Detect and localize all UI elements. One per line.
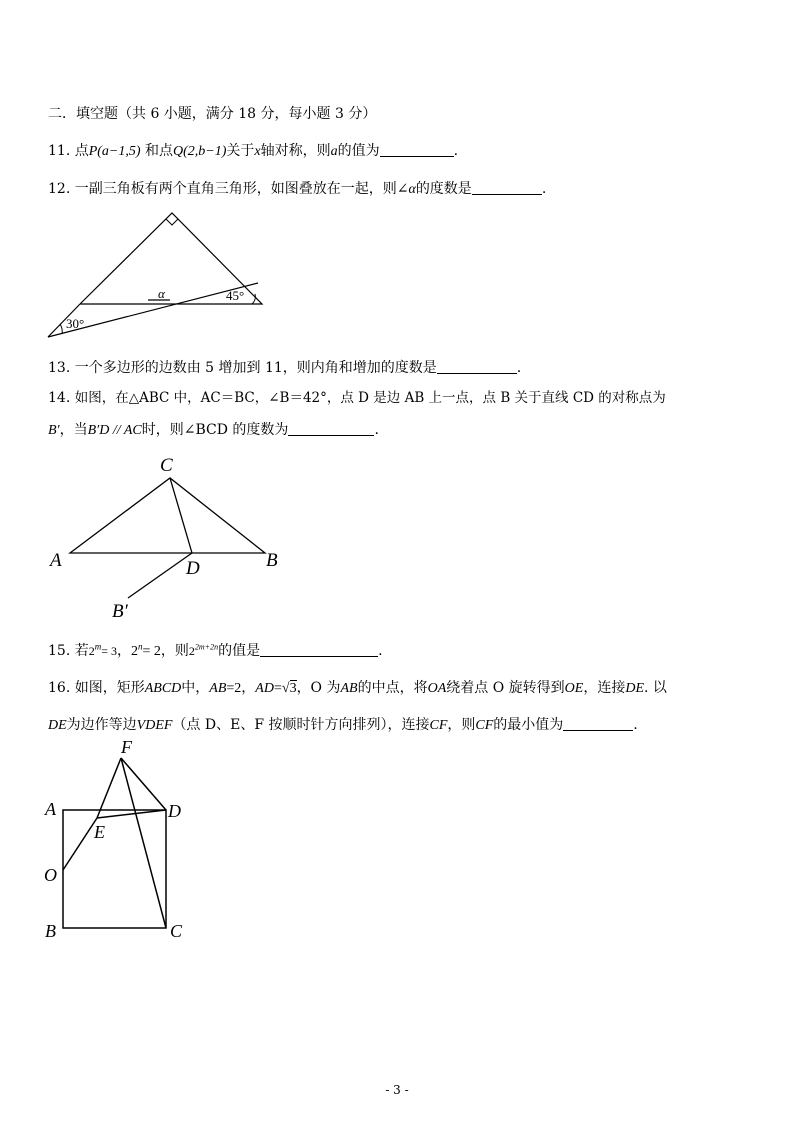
q16-l2-text-4: 的最小值为 (493, 717, 564, 733)
q16-label-a: A (45, 799, 56, 819)
q16-text-7: 绕着点 O 旋转得到 (446, 680, 565, 696)
q16-oa: OA (427, 681, 447, 696)
q11-x: x (254, 144, 261, 159)
q11-text-3: 关于 (226, 143, 255, 159)
q14-label-bprime: B′ (112, 601, 128, 622)
q14-text-3: 时，则∠BCD 的度数为 (141, 422, 289, 438)
q13-number: 13. (48, 360, 71, 376)
q15-exp-m: m (94, 641, 102, 652)
q15-comma: ， (117, 643, 131, 659)
q11-number: 11. (48, 143, 71, 159)
q13-text: 一个多边形的边数由 5 增加到 11，则内角和增加的度数是 (74, 360, 437, 376)
q15-text-1: 若 (74, 643, 89, 659)
q15-base-2: 2 (131, 644, 138, 659)
q15-end: . (378, 643, 383, 659)
q16-l2-text-2: （点 D、E、F 按顺时针方向排列），连接 (172, 717, 430, 733)
q15-base-3: 2 (188, 644, 195, 658)
q16-end: . (633, 717, 638, 733)
q16-text-8: ，连接 (583, 680, 626, 696)
q15-exp-n: n (138, 641, 143, 652)
q16-sqrt-symbol: √ (281, 681, 290, 696)
q16-cf-2: CF (475, 718, 494, 733)
q14-text-1: 如图，在△ABC 中，AC＝BC，∠B＝42°，点 D 是边 AB 上一点，点 B 关于直线 CD 的对称点为 (74, 390, 666, 406)
q15-eq-3: = 3 (101, 644, 117, 658)
q11-text-5: 的值为 (337, 143, 380, 159)
q16-de: DE (625, 681, 645, 696)
q16-l2-text-1: 为边作等边 (66, 717, 137, 733)
q16-label-o: O (44, 865, 57, 885)
q14-label-a: A (50, 550, 62, 571)
q12-end: . (541, 181, 547, 197)
q16-label-f: F (121, 737, 132, 757)
q15-exp-mn: 2m+2n (194, 642, 219, 652)
q16-ad: AD (255, 681, 274, 696)
q16-label-b: B (45, 921, 56, 941)
q16-text-4: = (273, 681, 282, 696)
page-number: - 3 - (385, 1083, 409, 1097)
q15-text-2: ，则 (160, 643, 189, 659)
q11-point-q: Q(2,b−1) (173, 144, 227, 159)
q14-bprime: B′ (48, 423, 60, 438)
q16-ab-2: AB (340, 681, 358, 696)
q15-text-3: 的值是 (218, 643, 261, 659)
q14-text-2: ，当 (59, 422, 88, 438)
q16-abcd: ABCD (144, 681, 182, 696)
q16-segment-ef (97, 758, 121, 818)
q16-label-c: C (170, 921, 183, 941)
q16-triangle-def: VDEF (136, 718, 173, 733)
q16-text-2: 中， (181, 680, 210, 696)
q13-end: . (516, 360, 522, 376)
q15-base-1: 2 (88, 644, 95, 658)
q11-text-1: 点 (74, 143, 89, 159)
q11-a: a (330, 144, 338, 159)
q15-number: 15. (48, 643, 71, 659)
q14-condition: B′D // AC (87, 423, 142, 438)
q16-segment-ed (97, 810, 166, 818)
section-title: 二．填空题（共 6 小题，满分 18 分，每小题 3 分） (48, 106, 377, 122)
q16-l2-text-3: ，则 (447, 717, 476, 733)
q16-text-5: ，O 为 (296, 680, 341, 696)
q11-end: . (453, 143, 459, 159)
q12-label-30: 30° (66, 316, 85, 331)
q14-label-c: C (160, 455, 173, 476)
q16-text-1: 如图，矩形 (74, 680, 145, 696)
q14-label-d: D (186, 558, 200, 579)
q16-segment-oe (63, 818, 97, 870)
q14-end: . (374, 422, 379, 438)
q11-text-2: 和点 (145, 143, 173, 159)
q16-oe: OE (564, 681, 584, 696)
q16-de-2: DE (48, 718, 67, 733)
q12-label-45: 45° (226, 288, 245, 303)
q11-text-4: 轴对称，则 (260, 143, 331, 159)
q14-label-b: B (266, 550, 278, 571)
q12-alpha: α (408, 182, 416, 197)
q16-number: 16. (48, 680, 71, 696)
q16-ab: AB (209, 681, 227, 696)
q12-text: 一副三角板有两个直角三角形，如图叠放在一起，则∠ (74, 181, 409, 197)
q12-text-2: 的度数是 (415, 181, 472, 197)
q16-text-3: =2， (226, 681, 256, 696)
q16-text-9: . 以 (644, 680, 667, 696)
q15-eq-2: = 2 (142, 644, 161, 659)
q12-number: 12. (48, 181, 71, 197)
q16-sqrt-value: 3 (289, 681, 297, 696)
q16-label-d: D (168, 801, 181, 821)
q16-label-e: E (94, 822, 105, 842)
q14-number: 14. (48, 390, 71, 406)
q12-label-alpha: α (158, 286, 165, 301)
q16-text-6: 的中点，将 (357, 680, 428, 696)
q16-cf: CF (429, 718, 448, 733)
q11-point-p: P(a−1,5) (88, 144, 141, 159)
